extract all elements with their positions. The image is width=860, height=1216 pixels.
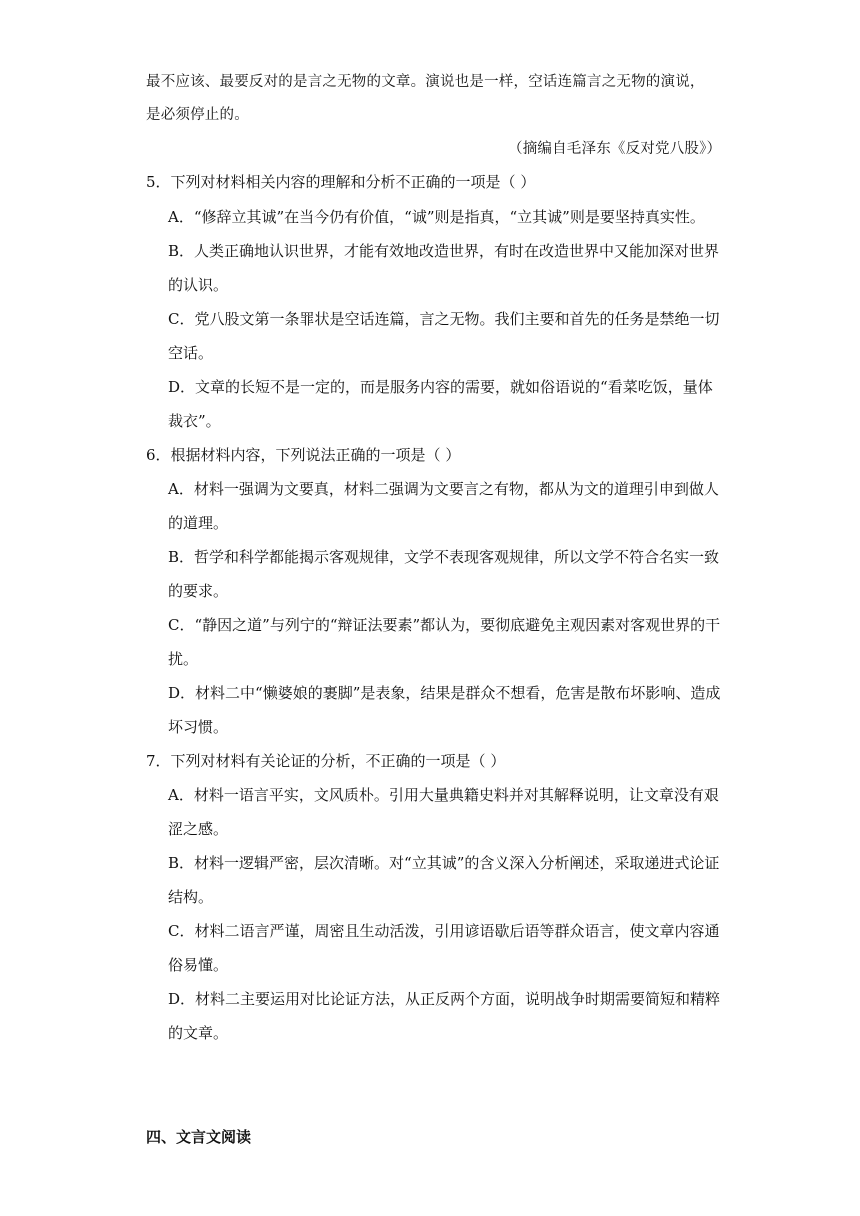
question-7-option-a: A．材料一语言平实，文风质朴。引用大量典籍史料并对其解释说明，让文章没有艰 (168, 786, 719, 804)
question-6-option-c: C．“静因之道”与列宁的“辩证法要素”都认为，要彻底避免主观因素对客观世界的干 (168, 616, 721, 634)
intro-line-2: 是必须停止的。 (146, 107, 249, 123)
question-7-option-b-cont: 结构。 (168, 888, 214, 906)
question-5-option-b: B．人类正确地认识世界，才能有效地改造世界，有时在改造世界中又能加深对世界 (168, 242, 720, 260)
question-6-option-b: B．哲学和科学都能揭示客观规律，文学不表现客观规律，所以文学不符合名实一致 (168, 548, 720, 566)
question-6-stem: 6．根据材料内容，下列说法正确的一项是（ ） (146, 446, 461, 464)
question-7-option-d: D．材料二主要运用对比论证方法，从正反两个方面，说明战争时期需要简短和精粹 (168, 990, 721, 1008)
question-7-option-c-cont: 俗易懂。 (168, 956, 229, 974)
source-citation: （摘编自毛泽东《反对党八股》） (508, 141, 722, 157)
question-6-option-c-cont: 扰。 (168, 650, 199, 668)
question-6-option-d: D．材料二中“懒婆娘的裹脚”是表象，结果是群众不想看，危害是散布坏影响、造成 (168, 684, 721, 702)
question-5-option-d: D．文章的长短不是一定的，而是服务内容的需要，就如俗语说的“看菜吃饭，量体 (168, 378, 713, 396)
question-6-option-d-cont: 坏习惯。 (168, 718, 229, 736)
question-5-option-a: A．“修辞立其诚”在当今仍有价值，“诚”则是指真，“立其诚”则是要坚持真实性。 (168, 208, 705, 226)
question-5-option-c-cont: 空话。 (168, 344, 214, 362)
question-7-option-a-cont: 涩之感。 (168, 820, 229, 838)
question-5-option-d-cont: 裁衣”。 (168, 412, 221, 430)
question-7-stem: 7．下列对材料有关论证的分析，不正确的一项是（ ） (146, 752, 506, 770)
question-7-option-b: B．材料一逻辑严密，层次清晰。对“立其诚”的含义深入分析阐述，采取递进式论证 (168, 854, 720, 872)
question-5-option-c: C．党八股文第一条罪状是空话连篇，言之无物。我们主要和首先的任务是禁绝一切 (168, 310, 720, 328)
question-7-option-d-cont: 的文章。 (168, 1024, 229, 1042)
section-heading: 四、文言文阅读 (146, 1128, 252, 1146)
question-5-stem: 5．下列对材料相关内容的理解和分析不正确的一项是（ ） (146, 173, 536, 191)
question-6-option-b-cont: 的要求。 (168, 582, 229, 600)
question-7-option-c: C．材料二语言严谨，周密且生动活泼，引用谚语歇后语等群众语言，使文章内容通 (168, 922, 720, 940)
question-6-option-a: A．材料一强调为文要真，材料二强调为文要言之有物，都从为文的道理引申到做人 (168, 480, 719, 498)
question-6-option-a-cont: 的道理。 (168, 514, 229, 532)
intro-line-1: 最不应该、最要反对的是言之无物的文章。演说也是一样，空话连篇言之无物的演说， (146, 74, 705, 90)
question-5-option-b-cont: 的认识。 (168, 276, 229, 294)
